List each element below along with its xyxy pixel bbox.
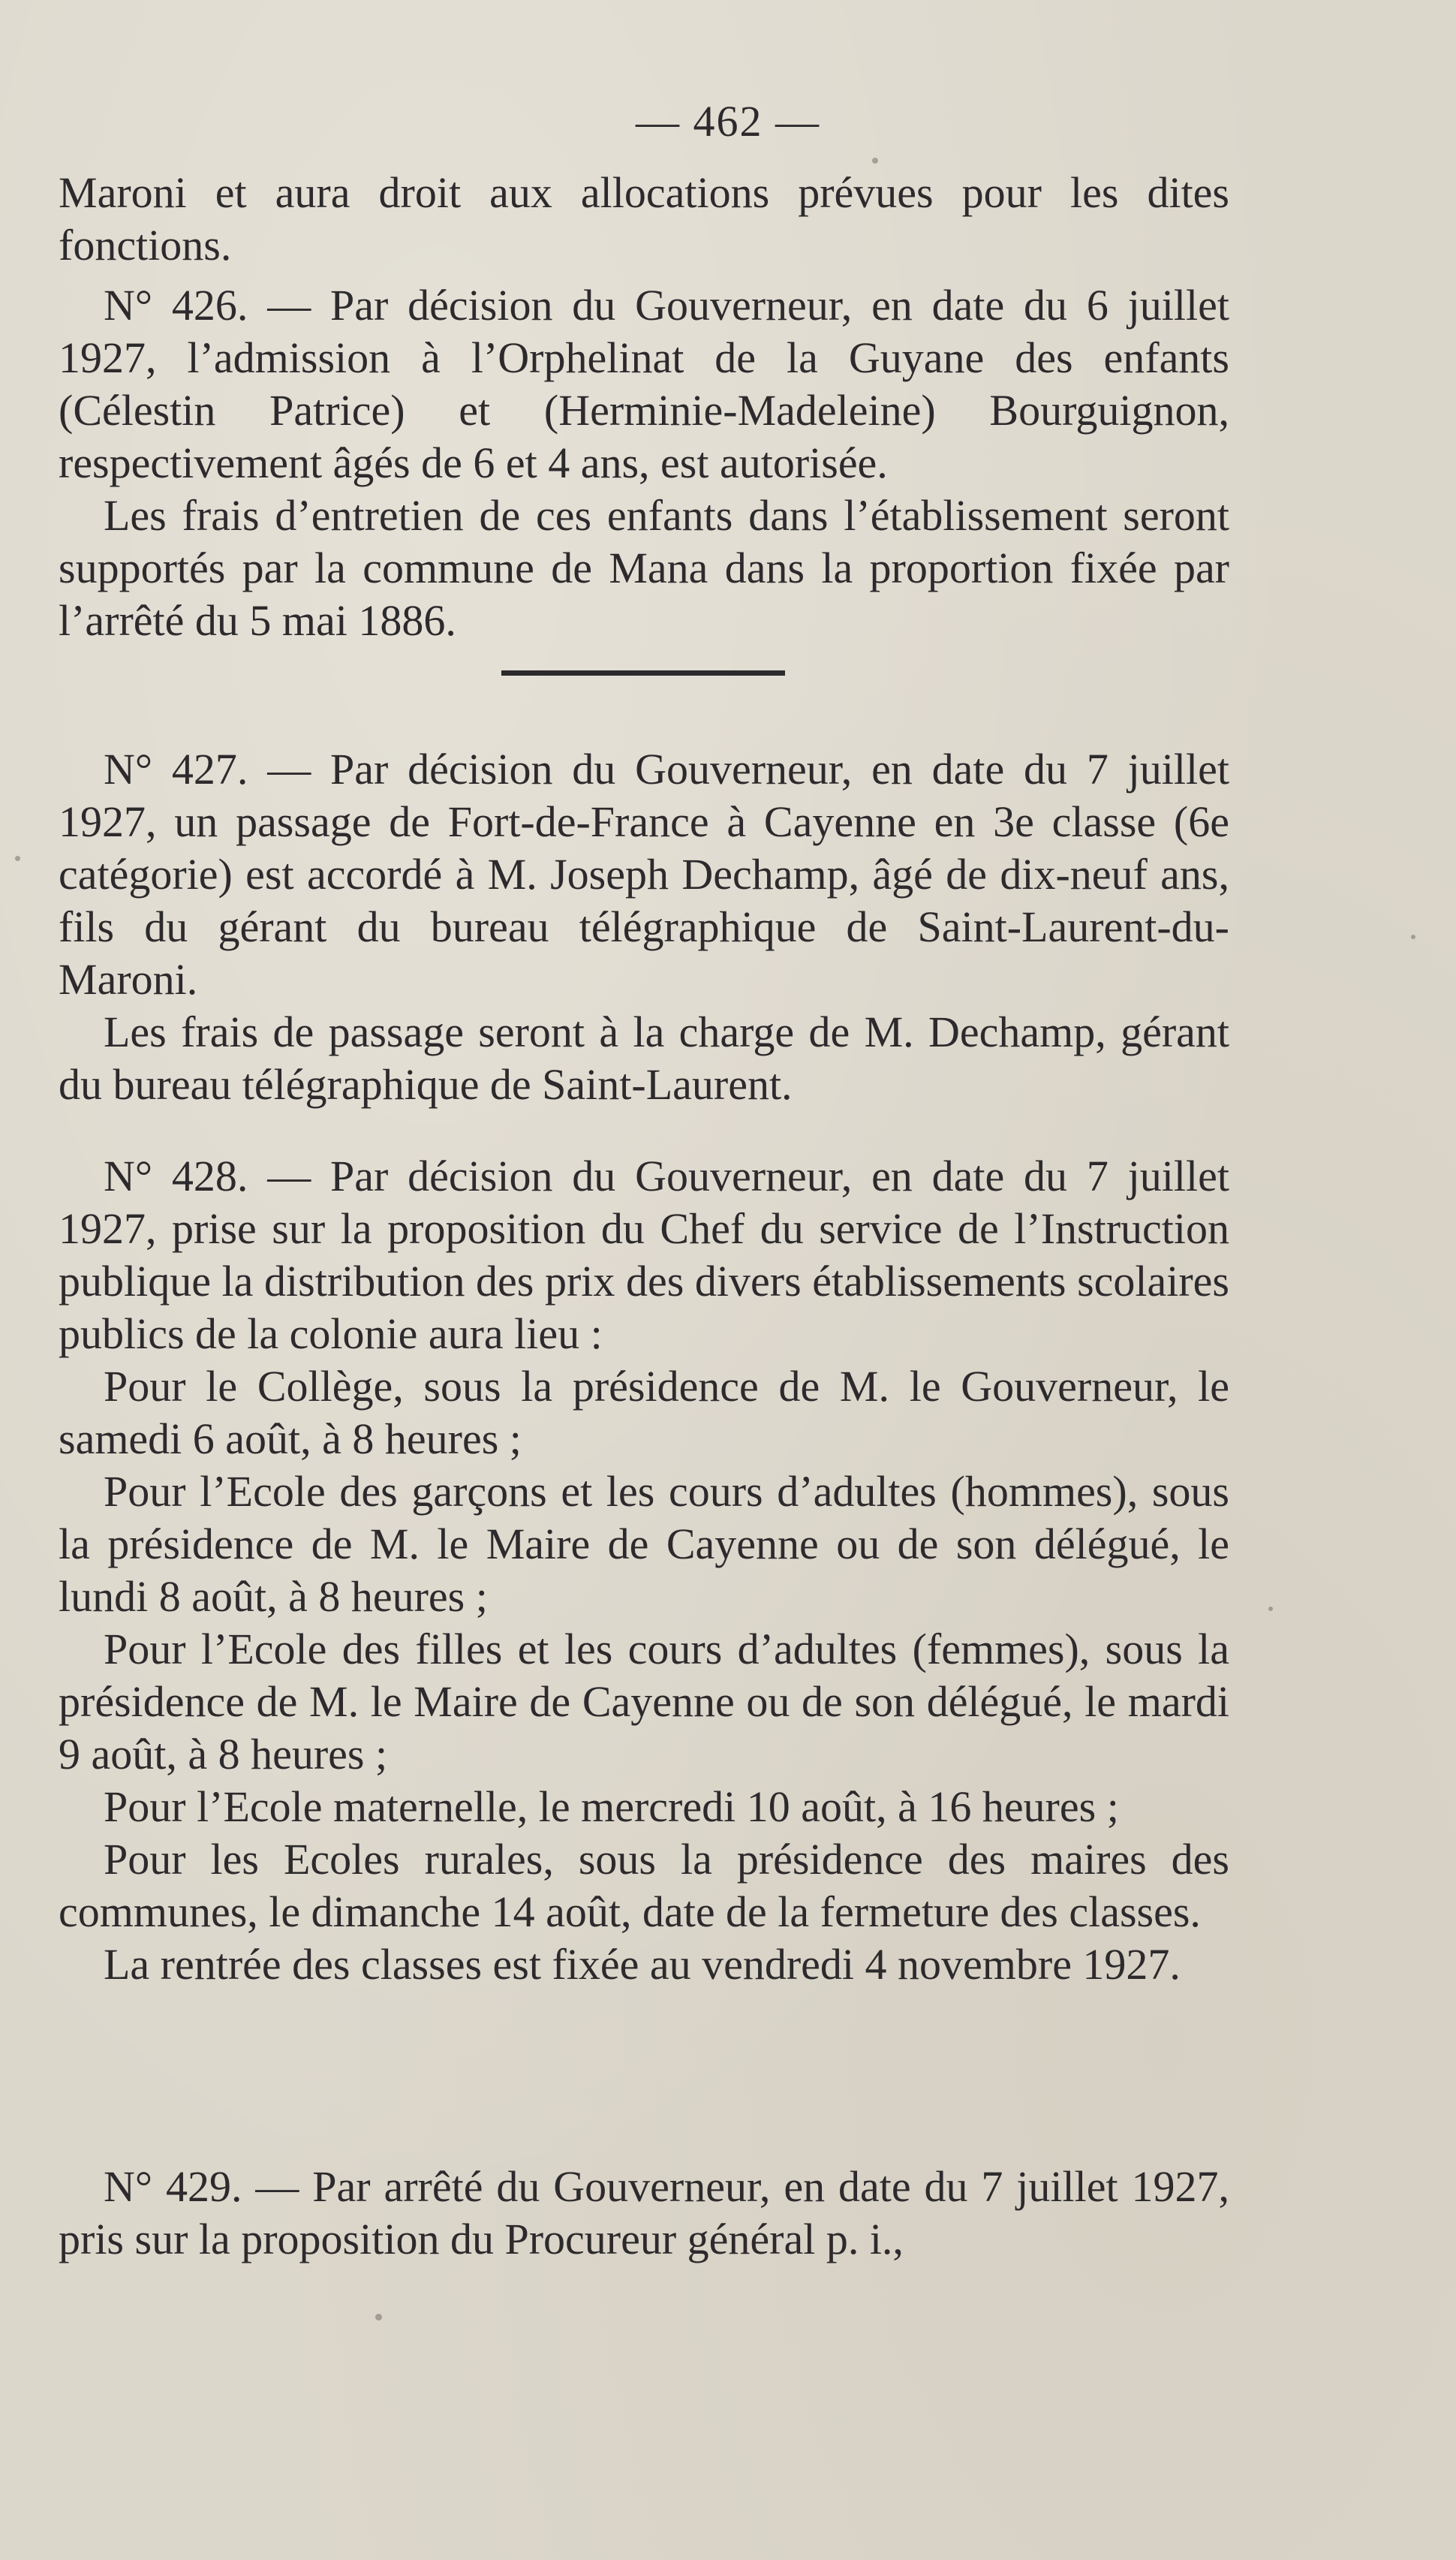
section-decision-429 [59, 2161, 1229, 2266]
paragraph: Pour l’Ecole des garçons et les cours d’adultes (hommes), sous la présidence de M. le Maire de Cayenne ou de son délégué, le lundi 8 août, à 8 heures ; [59, 1467, 1229, 1621]
paragraph: Pour l’Ecole des filles et les cours d’adultes (femmes), sous la présidence de M. le Maire de Cayenne ou de son délégué, le mardi 9 août, à 8 heures ; [59, 1625, 1229, 1778]
section-decision-427 [59, 743, 1229, 1111]
paragraph-decision-427: N° 427. — Par décision du Gouverneur, en date du 7 juillet 1927, un passage de Fort-de-France à Cayenne en 3e classe (6e catégorie) est accordé à M. Joseph Dechamp, âgé de dix-neuf ans, fils du gérant du bureau télégraphique de Saint-Laurent-du-Maroni. [59, 745, 1229, 1004]
paragraph: Les frais de passage seront à la charge de M. Dechamp, gérant du bureau télégraphique de Saint-Laurent. [59, 1007, 1229, 1109]
paper-speck [1268, 1607, 1273, 1611]
paragraph-decision-428: N° 428. — Par décision du Gouverneur, en date du 7 juillet 1927, prise sur la proposition du Chef du service de l’Instruction publique la distribution des prix des divers établissements scolaires publics de la colonie aura lieu : [59, 1152, 1229, 1358]
paragraph-decision-429: N° 429. — Par arrêté du Gouverneur, en date du 7 juillet 1927, pris sur la proposition du Procureur général p. i., [59, 2162, 1229, 2263]
section-decision-428 [59, 1150, 1229, 1991]
paragraph: Maroni et aura droit aux allocations prévues pour les dites fonctions. [59, 168, 1229, 270]
paragraph: Pour l’Ecole maternelle, le mercredi 10 août, à 16 heures ; [104, 1782, 1119, 1831]
paper-speck [1411, 935, 1415, 939]
page-number: — 462 — [636, 97, 820, 146]
paper-speck [375, 2314, 382, 2321]
paper-speck [872, 158, 878, 164]
paragraph: Pour les Ecoles rurales, sous la présidence des maires des communes, le dimanche 14 août, date de la fermeture des classes. [59, 1835, 1229, 1936]
section-separator-rule [501, 670, 785, 676]
paragraph: Les frais d’entretien de ces enfants dans l’établissement seront supportés par la commune de Mana dans la proportion fixée par l’arrêté du 5 mai 1886. [59, 491, 1229, 645]
paragraph: Pour le Collège, sous la présidence de M. le Gouverneur, le samedi 6 août, à 8 heures ; [59, 1362, 1229, 1463]
paragraph: La rentrée des classes est fixée au vendredi 4 novembre 1927. [104, 1940, 1181, 1989]
paper-speck [15, 856, 20, 861]
section-continuation [59, 167, 1229, 647]
paragraph-decision-426: N° 426. — Par décision du Gouverneur, en date du 6 juillet 1927, l’admission à l’Orphelinat de la Guyane des enfants (Célestin Patrice) et (Herminie-Madeleine) Bourguignon, respectivement âgés de 6 et 4 ans, est autorisée. [59, 281, 1229, 487]
